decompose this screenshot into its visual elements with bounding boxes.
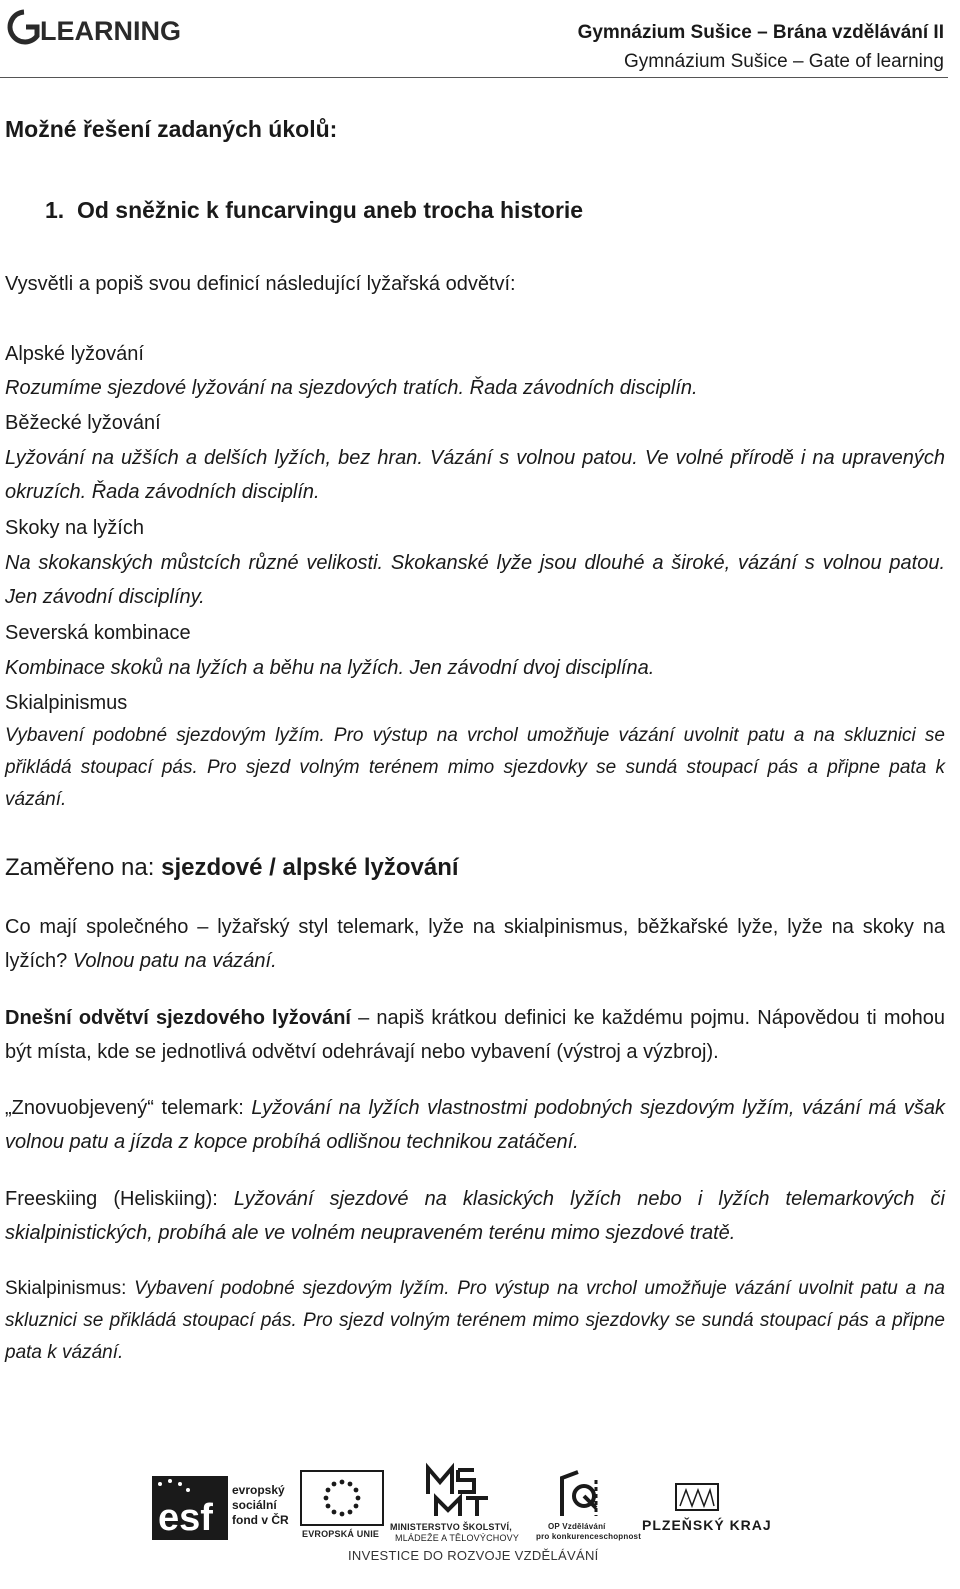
discipline-definition: Lyžování na užších a delších lyžích, bez hran. Vázání s volnou patou. Ve volné přírodě i na upravených okruzích. Řada závodních disciplín. bbox=[5, 447, 945, 503]
esf-line: evropský bbox=[232, 1483, 285, 1497]
esf-line: fond v ČR bbox=[232, 1513, 289, 1527]
footer-logos bbox=[150, 1462, 790, 1572]
header-titles bbox=[578, 18, 944, 76]
msmt-caption: MINISTERSTVO ŠKOLSTVÍ, bbox=[390, 1522, 512, 1532]
branches-intro bbox=[5, 1001, 945, 1069]
msmt-logo-icon bbox=[422, 1464, 498, 1520]
plzensky-kraj-logo bbox=[638, 1484, 774, 1540]
branches-heading: Dnešní odvětví sjezdového lyžování bbox=[5, 1007, 351, 1029]
branch-definition: Vybavení podobné sjezdovým lyžím. Pro výstup na vrchol umožňuje vázání uvolnit patu a na skluznici se přikládá stoupací pás. Pro sjezd volným terénem mimo sjezdovky se sundá stoupací pás a připne pata k vázání. bbox=[5, 1278, 945, 1363]
focus-topic: sjezdové / alpské lyžování bbox=[161, 854, 459, 881]
esf-logo-icon bbox=[152, 1476, 300, 1540]
op-caption: pro konkurenceschopnost bbox=[536, 1532, 642, 1541]
plzensky-kraj-icon bbox=[638, 1484, 774, 1540]
header-subtitle: Gymnázium Sušice – Gate of learning bbox=[624, 51, 944, 72]
branches-instruction: – napiš krátkou definici ke každému pojmu. Nápovědou ti mohou být místa, kde se jednotlivá odvětví odehrávají nebo vybavení (výstroj a výzbroj). bbox=[5, 1007, 946, 1063]
logo-text: LEARNING bbox=[40, 16, 181, 46]
op-logo bbox=[556, 1468, 612, 1520]
common-question bbox=[5, 910, 945, 978]
header-divider bbox=[0, 77, 948, 78]
discipline-definition: Na skokanských můstcích různé velikosti. Skokanské lyže jsou dlouhé a široké, vázání s volnou patou. Jen závodní disciplíny. bbox=[5, 552, 945, 608]
eu-flag-logo bbox=[300, 1470, 384, 1526]
eu-caption: EVROPSKÁ UNIE bbox=[302, 1529, 380, 1539]
esf-mark: esf bbox=[158, 1497, 213, 1539]
elearning-logo bbox=[4, 6, 181, 48]
branch-term: „Znovuobjevený“ telemark: bbox=[5, 1097, 252, 1119]
focus-prefix: Zaměřeno na: bbox=[5, 854, 162, 881]
section-number: 1. bbox=[45, 197, 65, 223]
branch-item bbox=[5, 1091, 945, 1159]
page-header bbox=[0, 0, 960, 80]
discipline-name: Severská kombinace bbox=[5, 622, 191, 644]
msmt-caption: MLÁDEŽE A TĚLOVÝCHOVY bbox=[395, 1533, 520, 1543]
esf-logo bbox=[152, 1476, 300, 1540]
discipline-name: Běžecké lyžování bbox=[5, 412, 161, 434]
question-text: Co mají společného – lyžařský styl telemark, lyže na skialpinismus, běžkařské lyže, lyže na skoky na lyžích? bbox=[5, 916, 945, 972]
discipline-definition: Vybavení podobné sjezdovým lyžím. Pro výstup na vrchol umožňuje vázání uvolnit patu a na skluznici se přikládá stoupací pás. Pro sjezd volným terénem mimo sjezdovky se sundá stoupací pás a připne pata k vázání. bbox=[5, 725, 945, 810]
branch-item bbox=[5, 1273, 945, 1369]
main-heading: Možné řešení zadaných úkolů: bbox=[5, 116, 338, 142]
elearning-logo-icon bbox=[4, 6, 181, 48]
op-logo-icon bbox=[556, 1468, 612, 1520]
esf-line: sociální bbox=[232, 1498, 277, 1512]
branch-definition: Lyžování sjezdové na klasických lyžích nebo i lyžích telemarkových či skialpinistických, probíhá ale ve volném neupraveném terénu mimo sjezdové tratě. bbox=[5, 1188, 945, 1244]
focus-heading bbox=[5, 851, 945, 885]
header-title: Gymnázium Sušice – Brána vzdělávání II bbox=[577, 22, 944, 43]
discipline-definition: Kombinace skoků na lyžích a běhu na lyžích. Jen závodní dvoj disciplína. bbox=[5, 657, 655, 679]
discipline-name: Alpské lyžování bbox=[5, 343, 144, 365]
discipline-name: Skoky na lyžích bbox=[5, 517, 144, 539]
eu-flag-icon bbox=[300, 1470, 384, 1526]
section-title: Od sněžnic k funcarvingu aneb trocha historie bbox=[76, 197, 584, 223]
section-heading bbox=[45, 193, 945, 227]
investment-caption: INVESTICE DO ROZVOJE VZDĚLÁVÁNÍ bbox=[348, 1548, 599, 1563]
branch-definition: Lyžování na lyžích vlastnostmi podobných sjezdovým lyžím, vázání má však volnou patu a jízda z kopce probíhá odlišnou technikou zatáčení. bbox=[5, 1097, 945, 1153]
op-caption: OP Vzdělávání bbox=[548, 1522, 606, 1531]
branch-term: Freeskiing (Heliskiing): bbox=[5, 1188, 234, 1210]
msmt-logo bbox=[422, 1464, 498, 1520]
region-name: PLZEŇSKÝ KRAJ bbox=[642, 1517, 772, 1533]
branch-item bbox=[5, 1182, 945, 1250]
discipline-definition: Rozumíme sjezdové lyžování na sjezdových tratích. Řada závodních disciplín. bbox=[5, 377, 698, 399]
discipline-name: Skialpinismus bbox=[5, 692, 128, 714]
instruction: Vysvětli a popiš svou definicí následující lyžařská odvětví: bbox=[5, 273, 516, 295]
question-answer: Volnou patu na vázání. bbox=[72, 950, 277, 972]
branch-term: Skialpinismus: bbox=[5, 1278, 135, 1299]
